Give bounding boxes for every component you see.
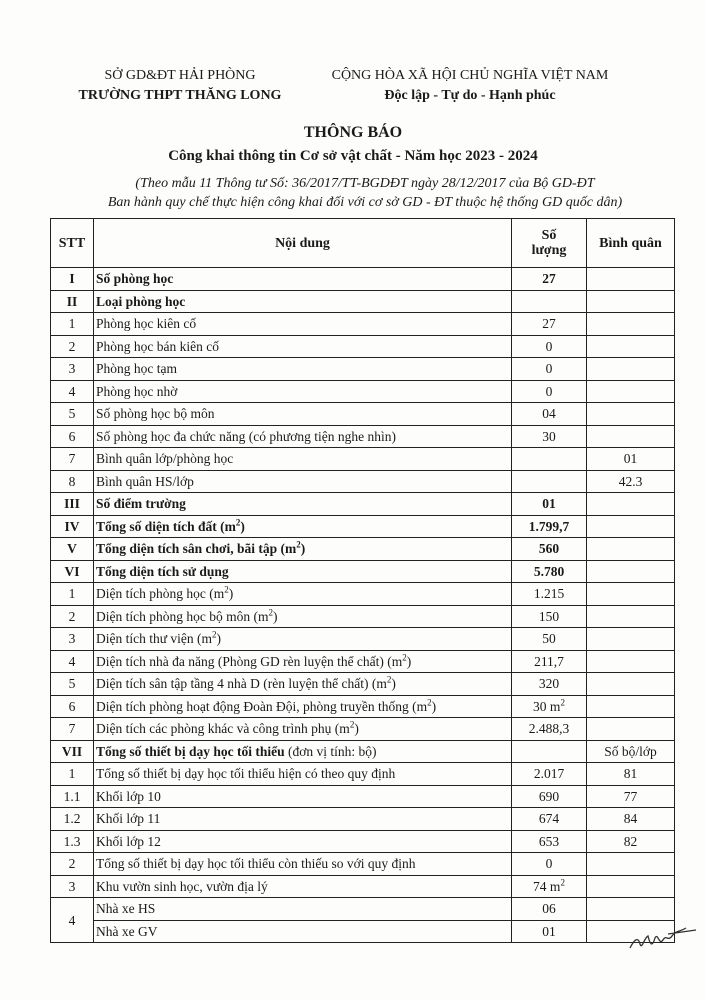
facilities-table (50, 218, 675, 943)
table-row (51, 650, 675, 673)
row-stt: 1 (51, 313, 94, 336)
header-average: Bình quân (587, 219, 675, 268)
row-content: Diện tích phòng học $(m^2)$ (94, 583, 512, 606)
signature-mark (628, 918, 698, 958)
row-content: Phòng học bán kiên cố (94, 335, 512, 358)
row-content-text: Diện tích phòng học bộ môn (m (96, 608, 269, 624)
row-content: Khu vườn sinh học, vườn địa lý (94, 875, 512, 898)
row-quantity: 211,7 (512, 650, 587, 673)
row-content: Tổng diện tích sử dụng (94, 560, 512, 583)
row-stt: 1 (51, 583, 94, 606)
row-average (587, 560, 675, 583)
row-average: 77 (587, 785, 675, 808)
table-row (51, 605, 675, 628)
row-content: Số phòng học đa chức năng (có phương tiện nghe nhìn) (94, 425, 512, 448)
row-content-text: Tổng số diện tích đất (m (96, 518, 236, 534)
row-stt: IV (51, 515, 94, 538)
row-average (587, 290, 675, 313)
superscript-2: 2 (386, 674, 392, 685)
row-quantity: 0 (512, 380, 587, 403)
row-average: 84 (587, 808, 675, 831)
row-content: Tổng số thiết bị dạy học tối thiểu hiện có theo quy định (94, 763, 512, 786)
row-content: Khối lớp 11 (94, 808, 512, 831)
header-stt: STT (51, 219, 94, 268)
table-row (51, 808, 675, 831)
table-row (51, 290, 675, 313)
table-row (51, 470, 675, 493)
page-title: THÔNG BÁO (303, 124, 403, 141)
row-quantity: 150 (512, 605, 587, 628)
row-quantity: 0 (512, 853, 587, 876)
row-quantity (512, 875, 587, 898)
superscript-2: 2 (268, 607, 273, 618)
row-stt: VI (51, 560, 94, 583)
table-row (51, 448, 675, 471)
superscript-2: 2 (235, 517, 241, 528)
row-content-text: Diện tích nhà đa năng (Phòng GD rèn luyện thể chất) (m (96, 653, 403, 669)
row-quantity: 30 (512, 425, 587, 448)
row-content: Diện tích các phòng khác và công trình phụ $(m^2)$ (94, 718, 512, 741)
row-average (587, 268, 675, 291)
row-average: 42.3 (587, 470, 675, 493)
table-row (51, 583, 675, 606)
row-average (587, 358, 675, 381)
row-quantity-text: 74 m (533, 878, 561, 894)
page-subtitle: Công khai thông tin Cơ sở vật chất - Năm học 2023 - 2024 (168, 148, 538, 164)
row-quantity: 0 (512, 335, 587, 358)
country-name: CỘNG HÒA XÃ HỘI CHỦ NGHĨA VIỆT NAM (331, 68, 609, 83)
row-quantity: 2.488,3 (512, 718, 587, 741)
row-quantity: 01 (512, 920, 587, 943)
row-stt: II (51, 290, 94, 313)
row-content: Tổng số thiết bị dạy học tối thiểu còn thiếu so với quy định (94, 853, 512, 876)
table-row (51, 695, 675, 718)
table-row (51, 875, 675, 898)
table-row (51, 740, 675, 763)
row-content: Khối lớp 10 (94, 785, 512, 808)
legal-note-line-2: Ban hành quy chế thực hiện công khai đối với cơ sở GD - ĐT thuộc hệ thống GD quốc dân) (107, 195, 623, 210)
row-quantity: 560 (512, 538, 587, 561)
row-stt: 2 (51, 853, 94, 876)
row-content: Nhà xe HS (94, 898, 512, 921)
table-row (51, 673, 675, 696)
row-average: Số bộ/lớp (587, 740, 675, 763)
row-content: Phòng học tạm (94, 358, 512, 381)
superscript-2: 2 (224, 584, 229, 595)
row-stt: 1 (51, 763, 94, 786)
table-row (51, 920, 675, 943)
row-content: Số phòng học (94, 268, 512, 291)
row-average (587, 425, 675, 448)
table-row (51, 628, 675, 651)
table-row (51, 358, 675, 381)
superscript-2: 2 (560, 877, 565, 888)
row-content-text: Tổng số thiết bị dạy học tối thiểu (96, 743, 285, 759)
header-quantity-line-1: Số (541, 228, 557, 243)
superscript-2: 2 (402, 652, 407, 663)
row-content-text: Diện tích sân tập tầng 4 nhà D (rèn luyện thể chất) (m (96, 676, 387, 692)
row-quantity: 27 (512, 268, 587, 291)
row-stt: 5 (51, 673, 94, 696)
superscript-2: 2 (212, 629, 217, 640)
header-quantity-line-2: lượng (531, 243, 567, 258)
legal-note-line-1: (Theo mẫu 11 Thông tư Số: 36/2017/TT-BGDĐT ngày 28/12/2017 của Bộ GD-ĐT (135, 176, 595, 191)
row-content: Diện tích phòng học bộ môn $(m^2)$ (94, 605, 512, 628)
row-stt: 1.3 (51, 830, 94, 853)
row-average (587, 628, 675, 651)
row-quantity: 0 (512, 358, 587, 381)
row-average (587, 718, 675, 741)
row-quantity: 674 (512, 808, 587, 831)
row-content-text: Diện tích các phòng khác và công trình phụ (m (96, 721, 350, 737)
row-stt: V (51, 538, 94, 561)
row-content (94, 740, 512, 763)
superscript-2: 2 (427, 697, 432, 708)
row-content: Tổng số diện tích đất $(m^2)$ (94, 515, 512, 538)
row-stt: 1.1 (51, 785, 94, 808)
table-row (51, 830, 675, 853)
row-average (587, 898, 675, 921)
table-header-row (51, 219, 675, 268)
row-content-text: Tổng diện tích sân chơi, bãi tập (m (96, 541, 297, 557)
national-motto: Độc lập - Tự do - Hạnh phúc (384, 88, 556, 103)
row-stt: 5 (51, 403, 94, 426)
row-stt: 1.2 (51, 808, 94, 831)
row-average: 82 (587, 830, 675, 853)
table-row (51, 718, 675, 741)
national-header (300, 66, 640, 106)
table-row (51, 853, 675, 876)
row-content-text: Diện tích phòng học (m (96, 586, 225, 602)
row-content: Diện tích nhà đa năng (Phòng GD rèn luyện thể chất) $(m^2)$ (94, 650, 512, 673)
row-quantity: 1.215 (512, 583, 587, 606)
row-average: 01 (587, 448, 675, 471)
school-name: TRƯỜNG THPT THĂNG LONG (78, 88, 282, 103)
table-row (51, 785, 675, 808)
row-quantity: 27 (512, 313, 587, 336)
row-stt: 3 (51, 628, 94, 651)
row-stt: VII (51, 740, 94, 763)
row-content: Diện tích phòng hoạt động Đoàn Đội, phòng truyền thống $(m^2)$ (94, 695, 512, 718)
row-average (587, 313, 675, 336)
department-name: SỞ GD&ĐT HẢI PHÒNG (104, 68, 256, 83)
row-average (587, 853, 675, 876)
row-quantity: 06 (512, 898, 587, 921)
row-content: Diện tích sân tập tầng 4 nhà D (rèn luyện thể chất) $(m^2)$ (94, 673, 512, 696)
table-row (51, 898, 675, 921)
row-stt: III (51, 493, 94, 516)
table-row (51, 538, 675, 561)
row-average (587, 695, 675, 718)
row-average (587, 493, 675, 516)
agency-header (55, 66, 305, 106)
row-quantity: 2.017 (512, 763, 587, 786)
row-stt: 6 (51, 695, 94, 718)
row-stt: I (51, 268, 94, 291)
row-average (587, 538, 675, 561)
row-quantity: 653 (512, 830, 587, 853)
row-quantity (512, 695, 587, 718)
row-stt: 6 (51, 425, 94, 448)
row-stt: 7 (51, 718, 94, 741)
row-quantity-text: 30 m (533, 698, 561, 714)
table-row (51, 493, 675, 516)
row-content-text: Diện tích thư viện (m (96, 631, 213, 647)
row-quantity (512, 470, 587, 493)
row-quantity: 320 (512, 673, 587, 696)
row-average (587, 335, 675, 358)
table-row (51, 403, 675, 426)
table-row (51, 560, 675, 583)
row-content: Số điểm trường (94, 493, 512, 516)
row-average (587, 875, 675, 898)
row-content: Khối lớp 12 (94, 830, 512, 853)
row-average: 81 (587, 763, 675, 786)
superscript-2: 2 (560, 697, 565, 708)
row-stt: 4 (51, 650, 94, 673)
row-quantity: 690 (512, 785, 587, 808)
row-average (587, 403, 675, 426)
row-stt: 3 (51, 358, 94, 381)
row-stt: 4 (51, 380, 94, 403)
row-content: Bình quân HS/lớp (94, 470, 512, 493)
row-average (587, 650, 675, 673)
row-quantity: 04 (512, 403, 587, 426)
table-row (51, 268, 675, 291)
row-content: Tổng diện tích sân chơi, bãi tập $(m^2)$ (94, 538, 512, 561)
table-row (51, 515, 675, 538)
row-content-text: Diện tích phòng hoạt động Đoàn Đội, phòng truyền thống (m (96, 698, 428, 714)
row-quantity: 01 (512, 493, 587, 516)
table-row (51, 313, 675, 336)
row-content: Diện tích thư viện $(m^2)$ (94, 628, 512, 651)
header-content: Nội dung (94, 219, 512, 268)
table-row (51, 335, 675, 358)
row-content: Phòng học nhờ (94, 380, 512, 403)
superscript-2: 2 (296, 539, 301, 550)
row-average (587, 673, 675, 696)
row-stt: 3 (51, 875, 94, 898)
row-stt: 2 (51, 335, 94, 358)
row-content-unit: (đơn vị tính: bộ) (284, 743, 377, 759)
row-average (587, 380, 675, 403)
row-content: Bình quân lớp/phòng học (94, 448, 512, 471)
row-quantity (512, 740, 587, 763)
table-row (51, 425, 675, 448)
row-stt: 8 (51, 470, 94, 493)
table-row (51, 380, 675, 403)
legal-note (20, 174, 706, 212)
row-quantity: 50 (512, 628, 587, 651)
row-average (587, 605, 675, 628)
row-quantity: 1.799,7 (512, 515, 587, 538)
row-quantity: 5.780 (512, 560, 587, 583)
row-content: Phòng học kiên cố (94, 313, 512, 336)
superscript-2: 2 (349, 719, 355, 730)
row-quantity (512, 448, 587, 471)
table-row (51, 763, 675, 786)
row-stt: 2 (51, 605, 94, 628)
row-content: Số phòng học bộ môn (94, 403, 512, 426)
row-content: Loại phòng học (94, 290, 512, 313)
row-content: Nhà xe GV (94, 920, 512, 943)
header-quantity (512, 219, 587, 268)
row-average (587, 583, 675, 606)
row-average (587, 515, 675, 538)
row-stt: 4 (51, 898, 94, 943)
row-quantity (512, 290, 587, 313)
row-stt: 7 (51, 448, 94, 471)
